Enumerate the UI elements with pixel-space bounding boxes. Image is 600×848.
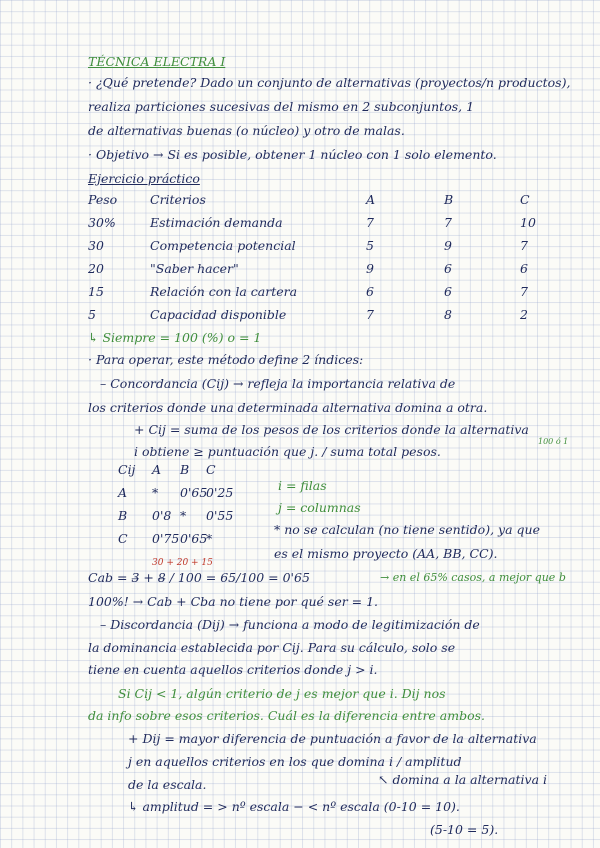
- superscript-note: 100 ó 1: [538, 437, 569, 446]
- matrix-row: [118, 508, 278, 531]
- matrix-cell: 0'8: [152, 508, 172, 523]
- matrix-col-b: B: [180, 462, 190, 477]
- matrix-cell: *: [206, 531, 213, 546]
- body2-line-4: tiene en cuenta aquellos criterios donde j > i.: [88, 662, 378, 677]
- body3-line-1: + Dij = mayor diferencia de puntuación a favor de la alternativa: [128, 731, 537, 746]
- text-line-2: realiza particiones sucesivas del mismo en 2 subconjuntos, 1: [88, 99, 475, 114]
- text-line-1: · ¿Qué pretende? Dado un conjunto de alternativas (proyectos/n productos),: [88, 75, 571, 90]
- cell-peso: 30: [88, 238, 104, 253]
- header-peso: Peso: [88, 192, 118, 207]
- matrix-row: [118, 531, 278, 554]
- matrix-header-row: [118, 462, 278, 485]
- cell-a: 5: [366, 238, 374, 253]
- table-row: [88, 215, 558, 238]
- arrow-note: ↖ domina a la alternativa i: [378, 772, 548, 787]
- cell-peso: 30%: [88, 215, 116, 230]
- cell-c: 2: [520, 307, 528, 322]
- matrix-row-label: C: [118, 531, 128, 546]
- table-row: [88, 261, 558, 284]
- matrix-col-a: A: [152, 462, 162, 477]
- matrix-cell: *: [152, 485, 159, 500]
- text-line-3: de alternativas buenas (o núcleo) y otro de malas.: [88, 123, 405, 138]
- text-line-4: · Objetivo → Si es posible, obtener 1 núcleo con 1 solo elemento.: [88, 147, 497, 162]
- matrix-cell: 0'65: [180, 531, 208, 546]
- concordance-matrix: [118, 462, 278, 554]
- body-line-4: + Cij = suma de los pesos de los criterios donde la alternativa: [134, 422, 529, 437]
- cell-peso: 5: [88, 307, 96, 322]
- body3-line-3: de la escala.: [128, 777, 207, 792]
- cell-b: 7: [444, 215, 452, 230]
- cab-line: Cab = 3̶ + 8̶ / 100 = 65/100 = 0'65: [88, 570, 310, 585]
- cell-peso: 20: [88, 261, 104, 276]
- cell-criterio: "Saber hacer": [150, 261, 239, 276]
- cell-b: 9: [444, 238, 452, 253]
- matrix-row-label: A: [118, 485, 128, 500]
- page-title: TÉCNICA ELECTRA I: [88, 54, 226, 69]
- cell-a: 7: [366, 307, 374, 322]
- cell-c: 10: [520, 215, 536, 230]
- matrix-row: [118, 485, 278, 508]
- cell-b: 6: [444, 261, 452, 276]
- exercise-heading: Ejercicio práctico: [88, 171, 200, 186]
- matrix-cell: 0'75: [152, 531, 180, 546]
- body3-line-2: j en aquellos criterios en los que domina i / amplitud: [128, 754, 462, 769]
- cell-b: 6: [444, 284, 452, 299]
- table-row: [88, 238, 558, 261]
- header-c: C: [520, 192, 530, 207]
- cell-a: 6: [366, 284, 374, 299]
- body-line-2: – Concordancia (Cij) → refleja la importancia relativa de: [100, 376, 456, 391]
- body-line-3: los criterios donde una determinada alternativa domina a otra.: [88, 400, 488, 415]
- body-line-5: i obtiene ≥ puntuación que j. / suma total pesos.: [134, 444, 441, 459]
- filas-note: i = filas: [278, 478, 327, 493]
- green-line-1: Si Cij < 1, algún criterio de j es mejor que i. Dij nos: [118, 686, 446, 701]
- cell-c: 6: [520, 261, 528, 276]
- body2-line-3: la dominancia establecida por Cij. Para su cálculo, solo se: [88, 640, 456, 655]
- matrix-row-label: B: [118, 508, 128, 523]
- amplitud-line: ↳ amplitud = > nº escala − < nº escala (0-10 = 10).: [128, 799, 460, 814]
- columnas-note: j = columnas: [278, 500, 361, 515]
- matrix-corner: Cij: [118, 462, 136, 477]
- body2-line-1: 100%! → Cab + Cba no tiene por qué ser = 1.: [88, 594, 379, 609]
- cab-calc-red: 30 + 20 + 15: [152, 558, 213, 568]
- cell-criterio: Estimación demanda: [150, 215, 283, 230]
- asterisk-note-2: es el mismo proyecto (AA, BB, CC).: [274, 546, 498, 561]
- siempre-note: ↳ Siempre = 100 (%) o = 1: [88, 330, 262, 345]
- body-line-1: · Para operar, este método define 2 índices:: [88, 352, 364, 367]
- green-line-2: da info sobre esos criterios. Cuál es la diferencia entre ambos.: [88, 708, 486, 723]
- table-row: [88, 284, 558, 307]
- table-header-row: [88, 192, 558, 215]
- header-b: B: [444, 192, 454, 207]
- criteria-table: [88, 192, 558, 330]
- matrix-cell: 0'25: [206, 485, 234, 500]
- cell-a: 7: [366, 215, 374, 230]
- cell-c: 7: [520, 238, 528, 253]
- asterisk-note-1: * no se calculan (no tiene sentido), ya que: [274, 522, 540, 537]
- cell-b: 8: [444, 307, 452, 322]
- matrix-col-c: C: [206, 462, 216, 477]
- header-criterios: Criterios: [150, 192, 206, 207]
- table-row: [88, 307, 558, 330]
- cell-peso: 15: [88, 284, 104, 299]
- body2-line-2: – Discordancia (Dij) → funciona a modo de legitimización de: [100, 617, 480, 632]
- cab-green-note: → en el 65% casos, a mejor que b: [380, 571, 566, 584]
- cell-a: 9: [366, 261, 374, 276]
- cell-c: 7: [520, 284, 528, 299]
- matrix-cell: 0'55: [206, 508, 234, 523]
- cell-criterio: Relación con la cartera: [150, 284, 298, 299]
- matrix-cell: *: [180, 508, 187, 523]
- cell-criterio: Capacidad disponible: [150, 307, 287, 322]
- cell-criterio: Competencia potencial: [150, 238, 296, 253]
- amplitud-line-2: (5-10 = 5).: [430, 822, 499, 837]
- matrix-cell: 0'65: [180, 485, 208, 500]
- header-a: A: [366, 192, 376, 207]
